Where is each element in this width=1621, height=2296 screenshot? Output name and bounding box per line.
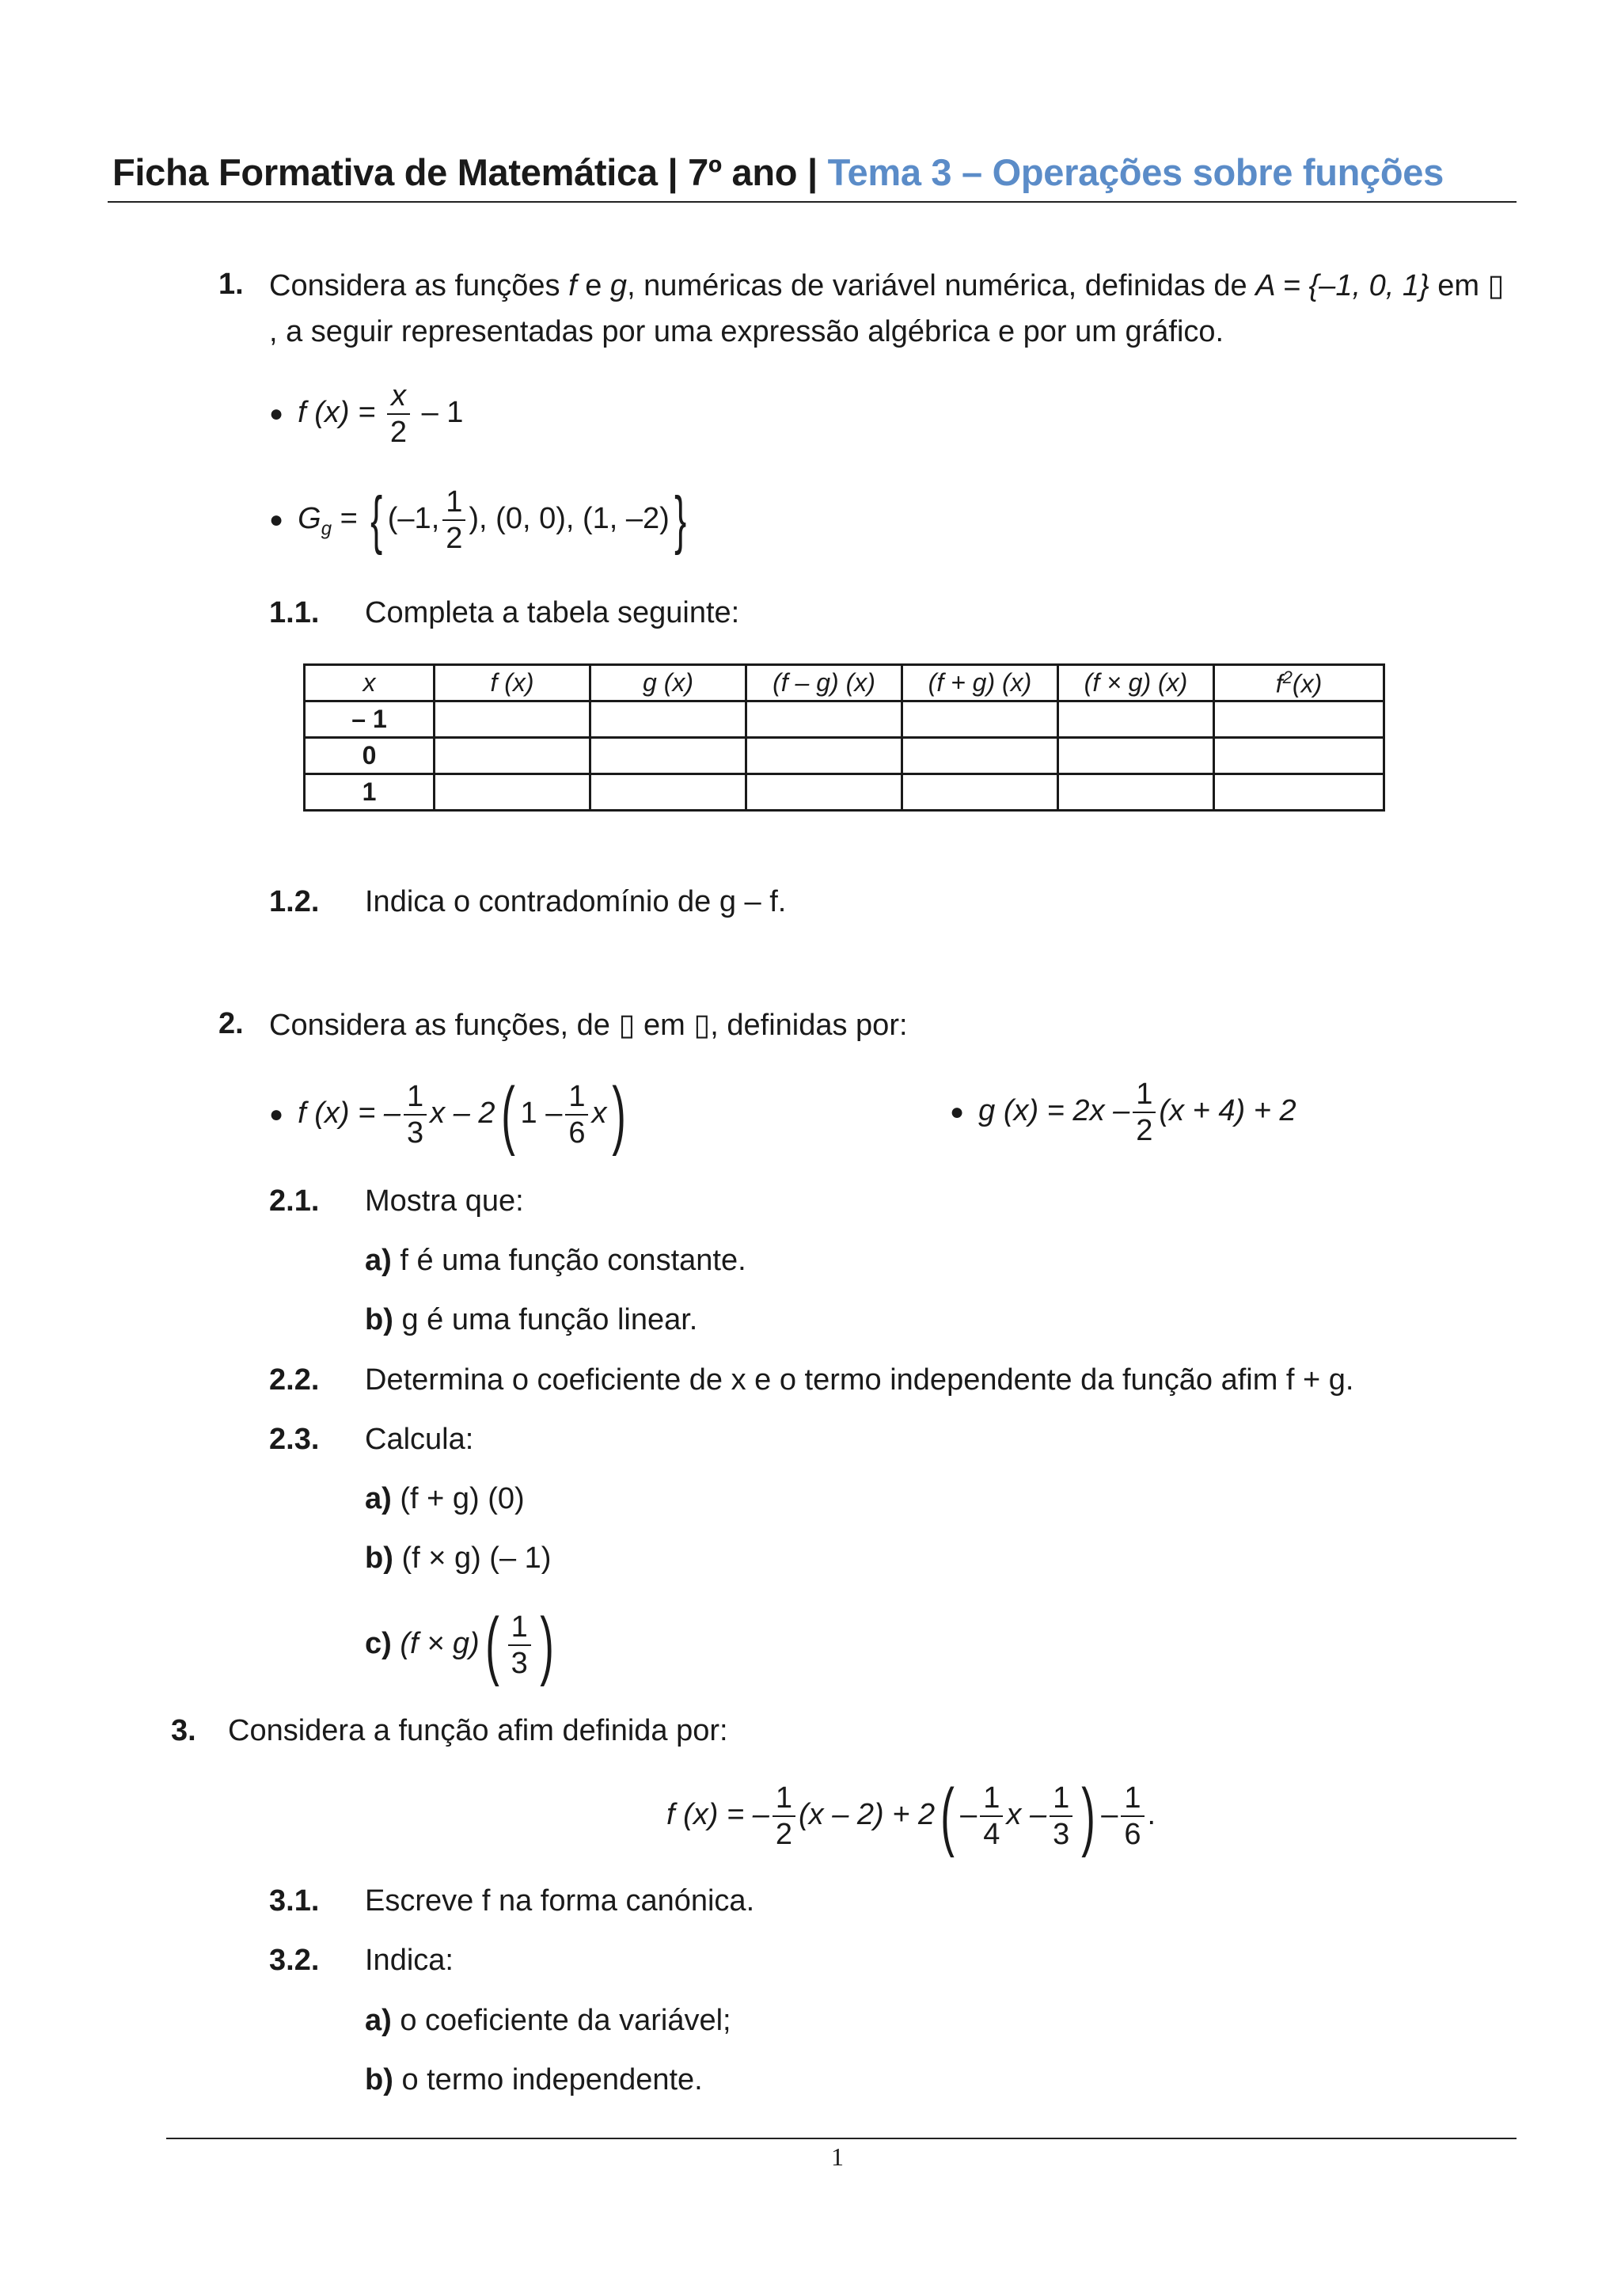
q1-number: 1.	[218, 268, 244, 301]
q1-1-number: 1.1.	[269, 596, 320, 629]
table-header-x: x	[305, 665, 435, 701]
q1-text-line1: Considera as funções f e g, numéricas de variável numérica, definidas de A = {–1, 0, 1} em ▯	[269, 269, 1505, 302]
page-number: 1	[831, 2142, 844, 2171]
table-header-row	[305, 665, 1384, 701]
title-topic: Tema 3 – Operações sobre funções	[827, 151, 1444, 193]
q2-text: Considera as funções, de ▯ em ▯, definidas por:	[269, 1009, 908, 1042]
real-set-icon: ▯	[1487, 269, 1505, 302]
table-row	[305, 701, 1384, 738]
table-header-f-times-g: (f × g) (x)	[1058, 665, 1214, 701]
table-row	[305, 774, 1384, 811]
q2-2-number: 2.2.	[269, 1363, 320, 1397]
q3-2b: b) o termo independente.	[365, 2063, 703, 2096]
page-title	[112, 150, 1444, 194]
bullet-icon: ●	[269, 507, 284, 533]
q2-3b: b) (f × g) (– 1)	[365, 1541, 552, 1575]
q1-1-text: Completa a tabela seguinte:	[365, 596, 740, 629]
q2-3c: c) (f × g)( $\frac{1}{3}$ )	[365, 1602, 554, 1687]
bullet-icon: ●	[950, 1099, 965, 1125]
q3-text: Considera a função afim definida por:	[228, 1714, 728, 1747]
q1-text-line2: , a seguir representadas por uma expressão algébrica e por um gráfico.	[269, 315, 1224, 348]
q2-g-definition: ● g (x) = 2x – $\frac{1}{2}$ (x + 4) + 2	[950, 1078, 1296, 1147]
q2-1a: a) f é uma função constante.	[365, 1244, 746, 1277]
q2-3-number: 2.3.	[269, 1423, 320, 1456]
q3-2-number: 3.2.	[269, 1944, 320, 1977]
q2-2-text: Determina o coeficiente de x e o termo independente da função afim f + g.	[365, 1363, 1354, 1397]
q3-2a: a) o coeficiente da variável;	[365, 2004, 731, 2037]
title-main: Ficha Formativa de Matemática | 7º ano |	[112, 151, 828, 193]
table-header-f: f (x)	[435, 665, 590, 701]
q3-number: 3.	[171, 1714, 196, 1747]
table-cell-x: – 1	[305, 701, 435, 738]
table-row	[305, 738, 1384, 774]
q2-1-number: 2.1.	[269, 1184, 320, 1218]
q1-set: A = {–1, 0, 1}	[1255, 269, 1429, 302]
footer-rule	[166, 2138, 1517, 2139]
q1-f-definition: ● f (x) = $\frac{x}{2}$ – 1	[269, 379, 464, 449]
bullet-icon: ●	[269, 1101, 284, 1127]
q3-1-number: 3.1.	[269, 1884, 320, 1918]
q1-2-text: Indica o contradomínio de g – f.	[365, 885, 787, 918]
q2-1-text: Mostra que:	[365, 1184, 524, 1218]
table-header-f-minus-g: (f – g) (x)	[746, 665, 902, 701]
q2-number: 2.	[218, 1007, 244, 1040]
table-header-f-squared: $f^2(x)$	[1214, 665, 1384, 701]
q1-g-graph: ● $G_g$ = { (–1, $\frac{1}{2}$ ), (0, 0), (1, –2)}	[269, 484, 687, 556]
table-header-f-plus-g: (f + g) (x)	[902, 665, 1058, 701]
q1-2-number: 1.2.	[269, 885, 320, 918]
table-cell-x: 1	[305, 774, 435, 811]
q3-f-definition: f (x) = – $\frac{1}{2}$ (x – 2) + 2( – $\frac{1}{4}$ x – $\frac{1}{3}$ ) – $\frac{1}{6}$ .	[666, 1773, 1156, 1858]
header-rule	[108, 201, 1517, 203]
table-cell-x: 0	[305, 738, 435, 774]
q2-f-definition: ● f (x) = – $\frac{1}{3}$ x – 2( 1 – $\frac{1}{6}$ x)	[269, 1072, 627, 1157]
table-header-g: g (x)	[590, 665, 746, 701]
values-table	[303, 663, 1385, 812]
real-set-icon: ▯	[693, 1009, 711, 1042]
q2-1b: b) g é uma função linear.	[365, 1303, 698, 1336]
q3-2-text: Indica:	[365, 1944, 454, 1977]
q3-1-text: Escreve f na forma canónica.	[365, 1884, 755, 1918]
q2-3a: a) (f + g) (0)	[365, 1482, 525, 1515]
q2-3-text: Calcula:	[365, 1423, 474, 1456]
bullet-icon: ●	[269, 401, 284, 427]
real-set-icon: ▯	[618, 1009, 636, 1042]
